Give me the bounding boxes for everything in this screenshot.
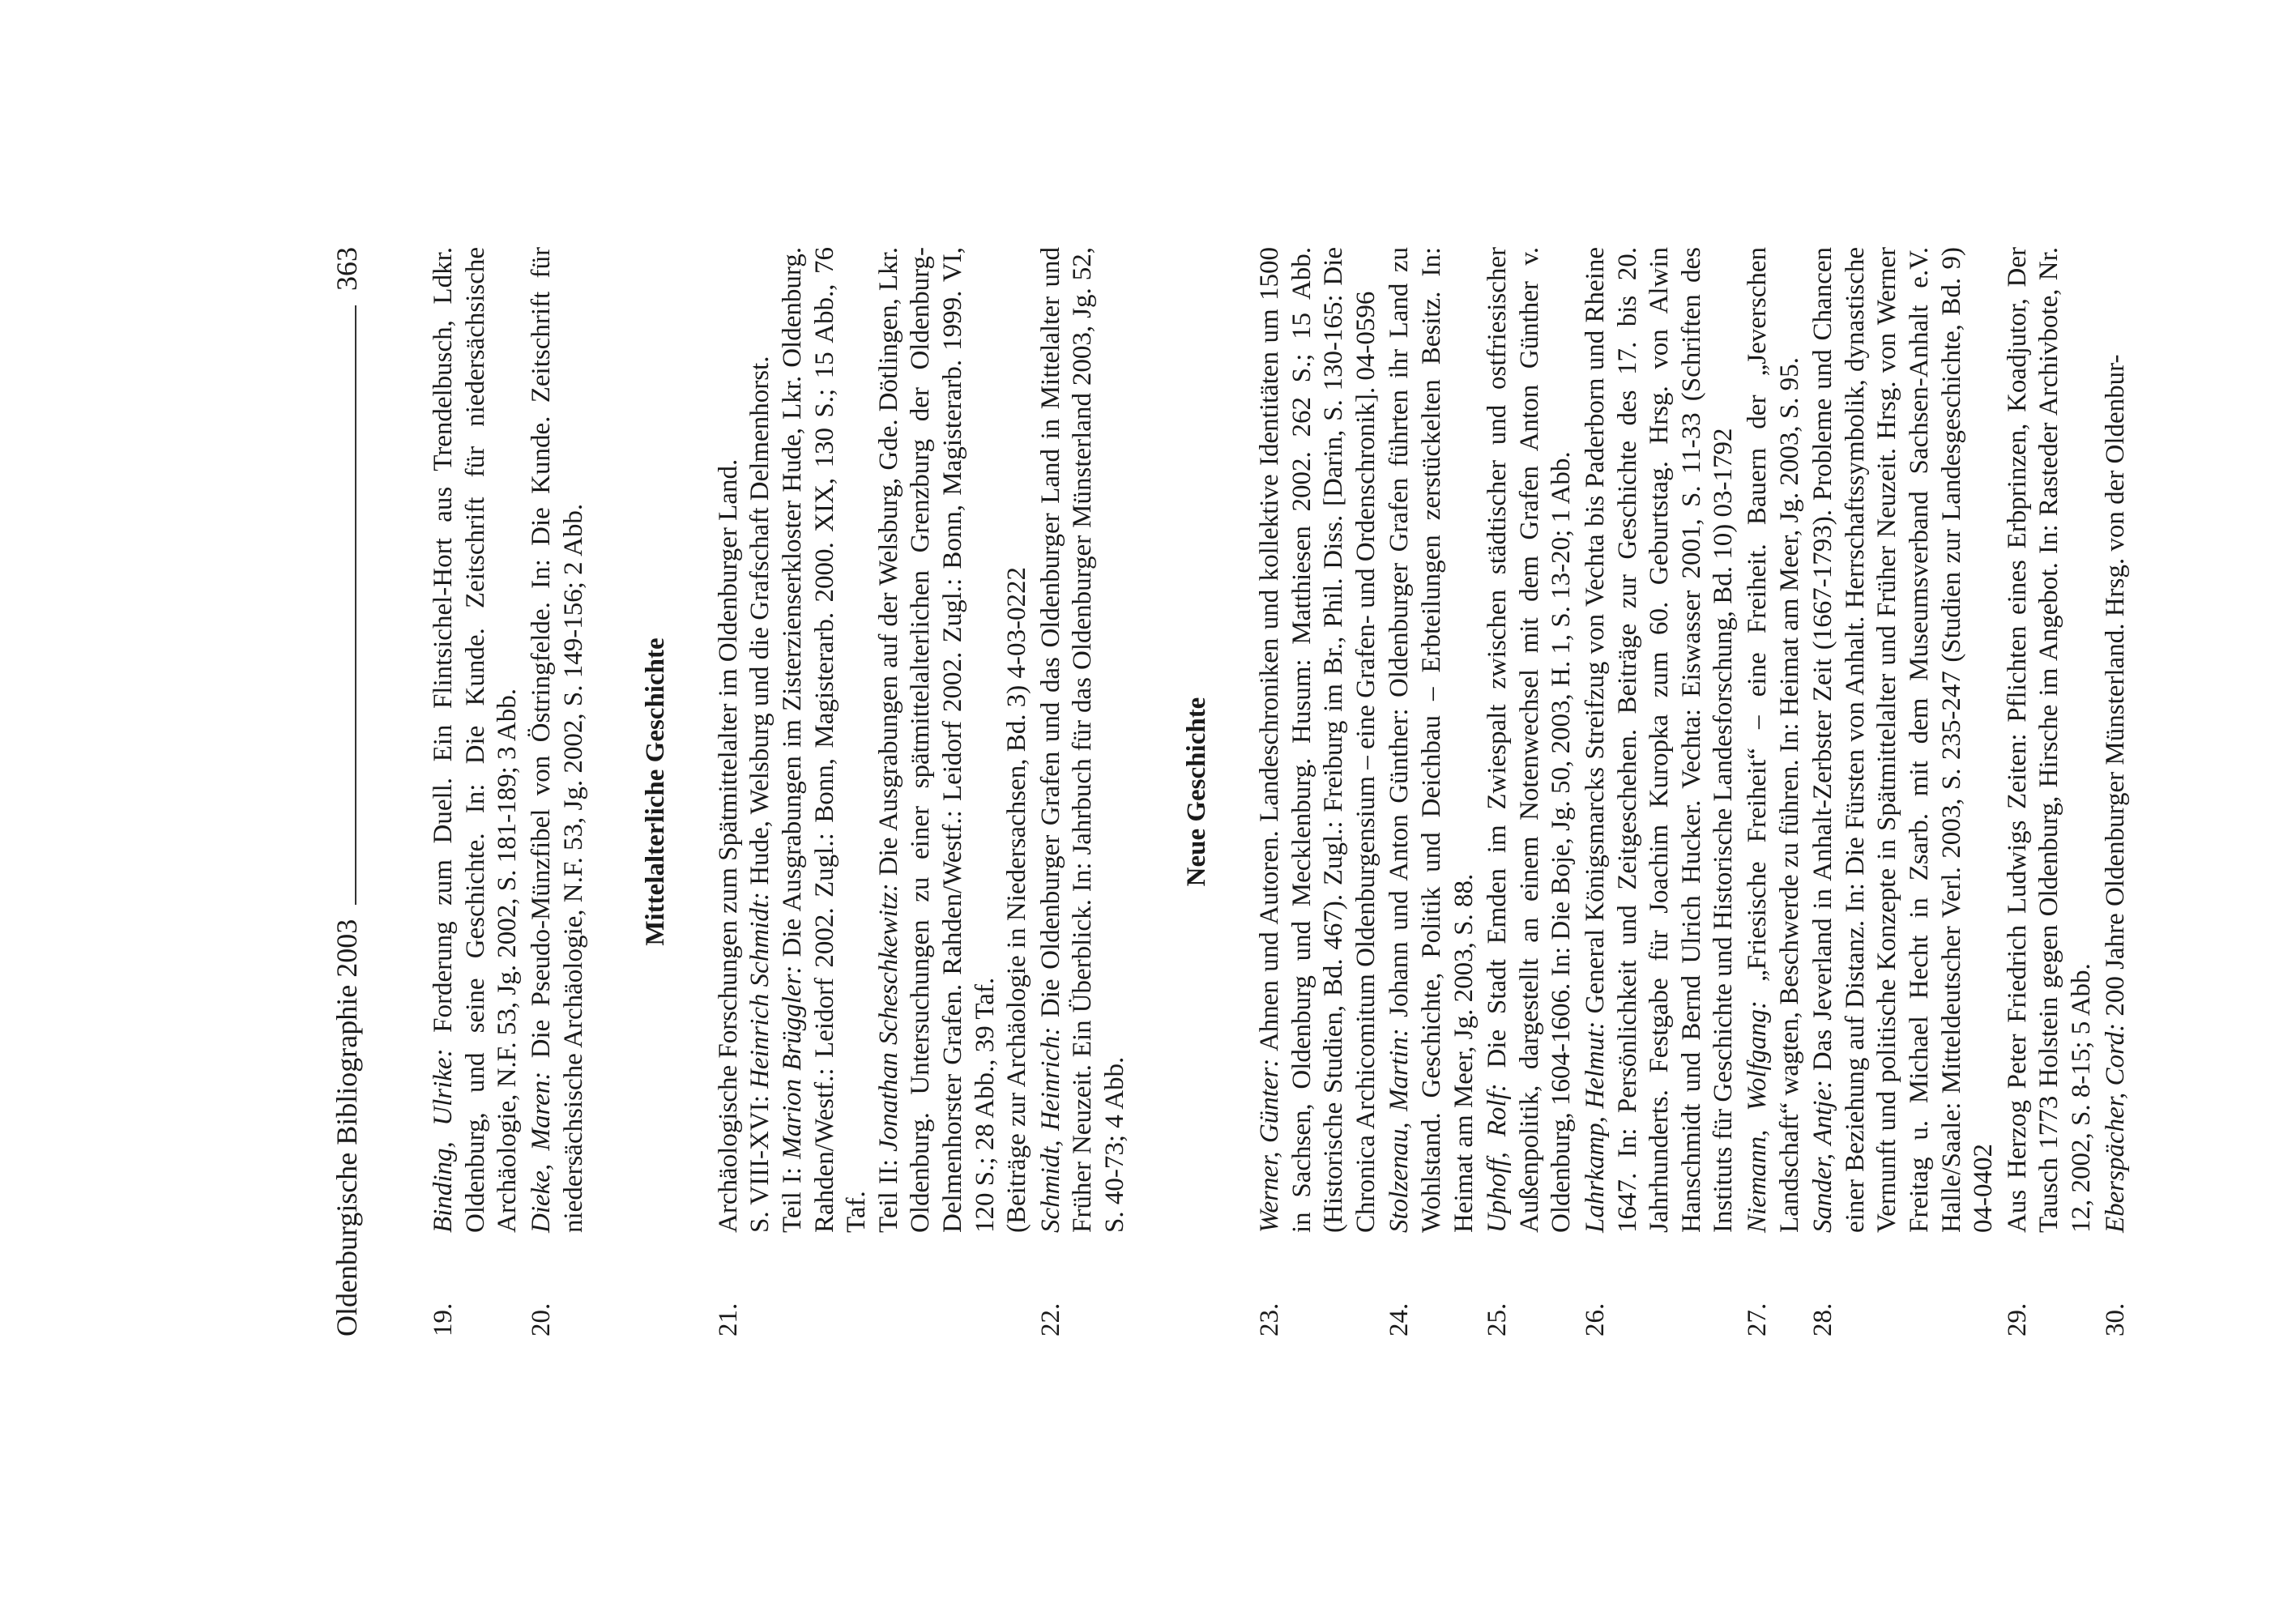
entry-body bbox=[2002, 247, 2098, 1233]
entry-author: Heinrich Schmidt: bbox=[745, 892, 775, 1089]
entry-line bbox=[873, 247, 1001, 1233]
entry-number: 22. bbox=[1035, 1302, 1065, 1336]
entry-line bbox=[745, 247, 777, 1233]
entry-body bbox=[428, 247, 524, 1233]
entry-number: 19. bbox=[429, 1302, 459, 1336]
entry-body bbox=[1742, 247, 1806, 1233]
running-head-title: Oldenburgische Bibliographie 2003 bbox=[331, 919, 363, 1336]
entry-author: Binding, Ulrike: bbox=[429, 1048, 459, 1233]
bibliography-entry bbox=[1742, 247, 1806, 1336]
entry-author: Niemann, Wolfgang: bbox=[1742, 1000, 1772, 1233]
entry-number: 21. bbox=[713, 1302, 743, 1336]
running-head-rule bbox=[355, 305, 356, 905]
entry-line: Archäologische Forschungen zum Spätmittelalter im Oldenburger Land. bbox=[713, 458, 743, 1233]
entry-number: 30. bbox=[2100, 1302, 2130, 1336]
entry-number: 29. bbox=[2002, 1302, 2032, 1336]
entry-text: Aus Herzog Peter Friedrich Ludwigs Zeiten: Pflichten eines Erbprinzen, Koadjutor, Der Tausch 1773 Holstein gegen Oldenburg, Hirsche im Angebot. In: Rasteder Archivbote, Nr. 12, 2002, S. 8-15; 5 Abb. bbox=[2002, 247, 2096, 1233]
running-head bbox=[330, 247, 365, 1336]
bibliography-entry bbox=[2100, 247, 2132, 1336]
entry-author: Werner, Günter: bbox=[1255, 1058, 1285, 1233]
entry-body bbox=[1807, 247, 2000, 1233]
entry-line-prefix: Teil II: bbox=[873, 1151, 903, 1233]
entry-number: 24. bbox=[1385, 1302, 1415, 1336]
entry-text: Die Pseudo-Münzfibel von Östringfelde. In: Die Kunde. Zeitschrift für niedersächsische Archäologie, N.F. 53, Jg. 2002, S. 149-156; 2 Abb. bbox=[526, 246, 588, 1233]
entry-author: Uphoff, Rolf: bbox=[1483, 1083, 1513, 1233]
entry-number: 27. bbox=[1742, 1302, 1772, 1336]
bibliography-entry bbox=[1482, 247, 1578, 1336]
bibliography-entry bbox=[1384, 247, 1480, 1336]
entry-number: 26. bbox=[1581, 1302, 1610, 1336]
entry-text: Die Stadt Emden im Zwiespalt zwischen städtischer und ostfriesischer Außenpolitik, dargestellt an einem Notenwechsel mit dem Grafen Anton Günther v. Oldenburg, 1604-1606. In: Die Boje, Jg. 50, 2003, H. 1, S. 13-20; 1 Abb. bbox=[1483, 247, 1577, 1233]
entry-text: Hude, Welsburg und die Grafschaft Delmenhorst. bbox=[745, 356, 775, 885]
bibliography-entry bbox=[713, 247, 1034, 1336]
entry-text: Ahnen und Autoren. Landeschroniken und kollektive Identitäten um 1500 in Sachsen, Oldenburg und Mecklenburg. Husum: Matthiesen 2002. 262 S.; 15 Abb. (Historische Studien, Bd. 467). Zugl.: Freiburg im Br., Phil. Diss. [Darin, S. 130-165: Die Chronica Archicomitum Oldenburgensium – eine Grafen- und Ordenschronik]. 04-0596 bbox=[1255, 247, 1381, 1233]
entry-text: 200 Jahre Oldenburger Münsterland. Hrsg. von der Oldenbur- bbox=[2100, 354, 2130, 1017]
entry-text: Das Jeverland in Anhalt-Zerbster Zeit (1667-1793). Probleme und Chancen einer Beziehung auf Distanz. In: Die Fürsten von Anhalt. Herrschaftssymbolik, dynastische Vernunft und politische Konzepte in Spätmittelalter und Früher Neuzeit. Hrsg. von Werner Freitag u. Michael Hecht in Zsarb. mit dem Museumsverband Sachsen-Anhalt e.V. Halle/Saale: Mitteldeutscher Verl. 2003, S. 235-247 (Studien zur Landesgeschichte, Bd. 9) 04-0402 bbox=[1808, 246, 1999, 1233]
entry-author: Stolzenau, Martin: bbox=[1385, 1028, 1415, 1233]
entry-line: (Beiträge zur Archäologie in Niedersachsen, Bd. 3) 4-03-0222 bbox=[1002, 567, 1032, 1233]
entry-text: „Friesische Freiheit“ – eine Freiheit. Bauern der „Jeverschen Landschaft“ wagten, Beschwerde zu führen. In: Heimat am Meer, Jg. 2003, S. 95. bbox=[1742, 246, 1804, 1233]
entry-author: Dieke, Maren: bbox=[526, 1071, 556, 1233]
bibliography-entry bbox=[1254, 247, 1382, 1336]
entry-body bbox=[713, 247, 1034, 1233]
entry-text: Die Ausgrabungen im Zisterzienserkloster Hude, Lkr. Oldenburg. Rahden/Westf.: Leidorf 2002. Zugl.: Bonn, Magisterarb. 2000. XIX, 130 S.; 15 Abb., 76 Taf. bbox=[777, 246, 872, 1233]
entry-text: General Königsmarcks Streifzug von Vechta bis Paderborn und Rheine 1647. In: Persönlichkeit und Zeitgeschehen. Beiträge zur Geschichte des 17. bis 20. Jahrhunderts. Festgabe für Joachim Kuropka zum 60. Geburtstag. Hrsg. von Alwin Hanschmidt und Bernd Ulrich Hucker. Vechta: Eiswasser 2001, S. 11-33 (Schriften des Instituts für Geschichte und Historische Landesforschung, Bd. 10) 03-1792 bbox=[1581, 246, 1739, 1233]
bibliography-entry bbox=[2002, 247, 2098, 1336]
entry-author: Lahrkamp, Helmut: bbox=[1581, 1021, 1610, 1233]
entry-number: 23. bbox=[1255, 1302, 1285, 1336]
entry-line bbox=[777, 247, 873, 1233]
section-heading: Mittelalterliche Geschichte bbox=[641, 637, 671, 946]
entry-body bbox=[1254, 247, 1382, 1233]
entry-body bbox=[2100, 247, 2132, 1233]
entry-author: Schmidt, Heinrich: bbox=[1035, 1026, 1065, 1233]
bibliography-entry bbox=[526, 247, 590, 1336]
entry-author: Jonathan Scheschkewitz: bbox=[873, 883, 903, 1152]
entry-body bbox=[1482, 247, 1578, 1233]
entry-number: 25. bbox=[1483, 1302, 1513, 1336]
bibliography-entry bbox=[1807, 247, 2000, 1336]
bibliography-entry bbox=[428, 247, 524, 1336]
entry-author: Marion Brüggler: bbox=[777, 965, 807, 1159]
page-number: 363 bbox=[331, 247, 363, 291]
entry-text: Die Ausgrabungen auf der Welsburg, Gde. Dötlingen, Lkr. Oldenburg. Untersuchungen zu einer spätmittelalterlichen Grenzburg der Oldenburg-Delmenhorster Grafen. Rahden/Westf.: Leidorf 2002. Zugl.: Bonn, Magisterarb. 1999. VI, 120 S.; 28 Abb., 39 Taf. bbox=[873, 246, 1000, 1233]
entry-line-prefix: Teil I: bbox=[777, 1158, 807, 1233]
entry-text: Johann und Anton Günther: Oldenburger Grafen führten ihr Land zu Wohlstand. Geschichte, Politik und Deichbau – Erbteilungen zerstückelten Besitz. In: Heimat am Meer, Jg. 2003, S. 88. bbox=[1385, 247, 1479, 1233]
entry-number: 28. bbox=[1808, 1302, 1838, 1336]
entry-body bbox=[1035, 247, 1132, 1233]
section-heading: Neue Geschichte bbox=[1182, 697, 1212, 887]
bibliography-entry bbox=[1580, 247, 1740, 1336]
entry-text: Die Oldenburger Grafen und das Oldenburger Land in Mittelalter und Früher Neuzeit. Ein Überblick. In: Jahrbuch für das Oldenburger Münsterland 2003, Jg. 52, S. 40-73; 4 Abb. bbox=[1035, 246, 1129, 1233]
entry-body bbox=[1580, 247, 1740, 1233]
entry-author: Sander, Antje: bbox=[1808, 1080, 1838, 1233]
entry-text: Forderung zum Duell. Ein Flintsichel-Hort aus Trendelbusch, Ldkr. Oldenburg, und seine Geschichte. In: Die Kunde. Zeitschrift für niedersächsische Archäologie, N.F. 53, Jg. 2002, S. 181-189; 3 Abb. bbox=[429, 246, 523, 1233]
entry-author: Eberspächer, Cord: bbox=[2100, 1022, 2130, 1233]
entry-body bbox=[1384, 247, 1480, 1233]
entry-line-prefix: S. VIII-XVI: bbox=[745, 1088, 775, 1233]
entry-body bbox=[526, 247, 590, 1233]
bibliography-entry bbox=[1035, 247, 1132, 1336]
rotated-page bbox=[139, 138, 2157, 1482]
entry-number: 20. bbox=[526, 1302, 556, 1336]
